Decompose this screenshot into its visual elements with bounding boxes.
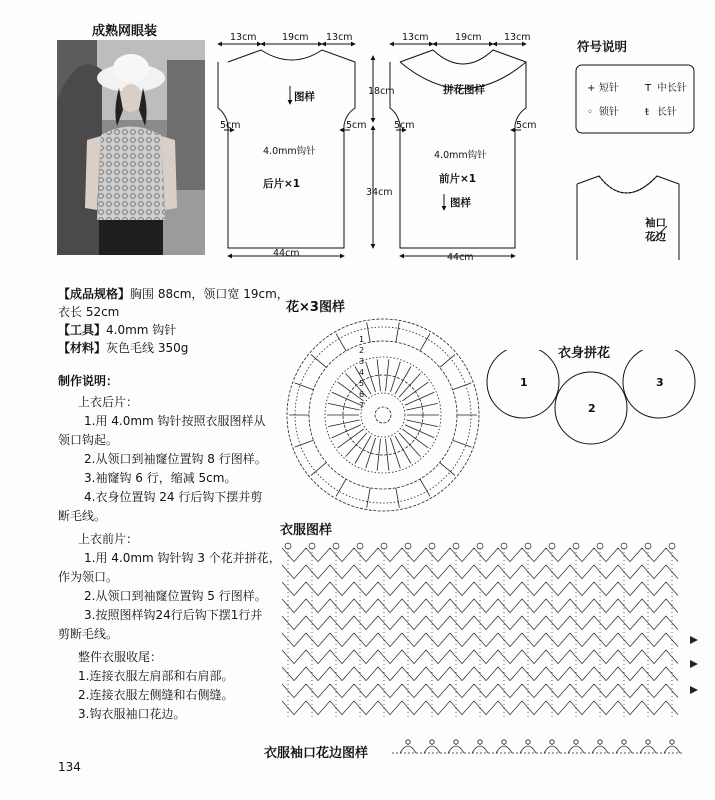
single-crochet-symbol: + [587,83,596,94]
front-step-1: 1.用 4.0mm 钩针钩 3 个花并拼花， [84,551,281,565]
legend-dc: 长针 [657,107,677,118]
material-label: 【材料】 [58,341,107,355]
edging-picot [454,740,458,744]
back-piece-label: 后片×1 [263,178,301,190]
back-armhole-left: 5cm [220,120,241,131]
panel-label-2: 2 [588,402,596,415]
front-hook: 4.0mm钩针 [434,150,487,161]
panel-label-3: 3 [656,376,664,389]
edging-picot [598,740,602,744]
flower-chart-title: 花×3图样 [286,300,345,315]
edging-chart-title: 衣服袖口花边图样 [264,746,369,761]
front-step-1-cont: 作为领口。 [58,570,119,584]
flower-stitch [405,425,434,438]
edging-scallop [520,746,536,753]
edging-scallop [544,746,560,753]
back-step-1: 1.用 4.0mm 钩针按照衣服图样从 [84,414,266,428]
body-row [282,548,678,562]
edging-picot [622,740,626,744]
panel-layout-title: 衣身拼花 [558,346,611,361]
half-double-symbol: T [645,83,652,94]
flower-stitch [406,403,437,410]
flower-stitch [420,334,430,351]
flower-row-label: 5 [359,379,365,388]
edging-picot [670,740,674,744]
back-step-4-cont: 断毛线。 [58,509,107,523]
instructions-heading: 制作说明： [58,374,119,388]
flower-row-label: 4 [359,368,365,377]
flower-stitch [332,392,361,405]
cuff-label-1: 袖口 [645,217,666,229]
edging-picot [430,740,434,744]
front-dim-right: 13cm [504,32,531,43]
flower-stitch [402,429,428,448]
back-dim-right: 13cm [326,32,353,43]
flower-motif-chart [283,315,483,515]
flower-stitch [328,420,359,427]
front-yoke-label: 拼花图样 [443,84,485,96]
edging-picot [502,740,506,744]
edging-scallop [496,746,512,753]
size-value-2: 衣长 52cm [58,305,120,319]
edging-scallop [400,746,416,753]
flower-stitch [402,382,428,401]
body-row [282,667,678,681]
back-pattern-label: 图样 [294,91,315,103]
front-armhole-left: 5cm [394,120,415,131]
front-piece-label: 前片×1 [439,173,477,185]
tool-value: 4.0mm 钩针 [106,323,177,337]
flower-row-label: 7 [359,401,365,410]
row-arrow-2 [690,660,698,668]
cuff-edging-chart [392,737,682,759]
edging-scallop [448,746,464,753]
flower-ring [287,319,479,511]
front-dim-left: 13cm [402,32,429,43]
flower-stitch [396,488,399,508]
back-dim-left: 13cm [230,32,257,43]
tool-label: 【工具】 [58,323,107,337]
chain-symbol: ◦ [587,107,593,118]
flower-stitch [338,429,364,448]
edging-picot [478,740,482,744]
flower-row-label: 3 [359,357,365,366]
body-row [282,684,678,698]
back-step-4: 4.衣身位置钩 24 行后钩下摆并剪 [84,490,263,504]
legend-sc: 短针 [599,83,619,94]
flower-stitch [346,433,367,457]
body-chart-title: 衣服图样 [280,523,333,538]
flower-stitch [453,440,472,447]
flower-stitch [328,403,359,410]
front-step-3-cont: 剪断毛线。 [58,627,119,641]
page-number: 134 [58,760,81,774]
back-step-3: 3.袖窿钩 6 行，缩减 5cm。 [84,471,237,485]
symbol-legend [575,35,700,150]
front-armhole-right: 5cm [516,120,537,131]
panel-layout [483,350,703,460]
flower-stitch [440,463,455,476]
body-stitch-chart [282,540,702,722]
flower-stitch [396,322,399,342]
page-title: 成熟网眼装 [92,24,158,39]
edging-scallop [472,746,488,753]
legend-ch: 锁针 [599,107,619,118]
cuff-label-2: 花边 [645,231,666,243]
flower-stitch [399,433,420,457]
legend-title: 符号说明 [577,39,628,54]
back-hook: 4.0mm钩针 [263,146,316,157]
front-pattern-label: 图样 [450,197,471,209]
edging-scallop [616,746,632,753]
flower-stitch [399,373,420,397]
edging-scallop [640,746,656,753]
front-dim-mid: 19cm [455,32,482,43]
back-step-2: 2.从领口到袖窿位置钩 8 行图样。 [84,452,267,466]
size-label: 【成品规格】 [58,287,131,301]
double-crochet-symbol: ŧ [645,107,649,118]
flower-stitch [336,334,346,351]
flower-stitch [295,383,314,390]
size-value: 胸围 88cm，领口宽 19cm， [130,287,289,301]
edging-picot [574,740,578,744]
edging-picot [646,740,650,744]
model-photo [57,40,205,255]
specifications [58,285,293,357]
flower-ring [361,393,405,437]
back-armhole-right: 5cm [346,120,367,131]
edging-picot [550,740,554,744]
back-width: 44cm [273,248,300,259]
flower-row-label: 1 [359,335,365,344]
edging-scallop [592,746,608,753]
flower-stitch [336,479,346,496]
front-heading: 上衣前片： [78,532,139,546]
front-step-3: 3.按照图样钩24行后钩下摆1行并 [84,608,263,622]
finish-step-1: 1.连接衣服左肩部和右肩部。 [78,669,234,683]
flower-stitch [405,392,434,405]
instructions [58,372,288,724]
finish-heading: 整件衣服收尾： [78,650,163,664]
edging-picot [406,740,410,744]
cuff-sketch [575,170,690,260]
flower-stitch [367,322,370,342]
front-step-2: 2.从领口到袖窿位置钩 5 行图样。 [84,589,267,603]
front-width: 44cm [447,252,474,263]
body-row [282,616,678,630]
row-arrow-1 [690,636,698,644]
material-value: 灰色毛线 350g [106,341,189,355]
body-row [282,599,678,613]
edging-scallop [568,746,584,753]
edging-scallop [664,746,680,753]
back-dim-mid: 19cm [282,32,309,43]
finish-step-3: 3.钩衣服袖口花边。 [78,707,186,721]
finish-step-2: 2.连接衣服左侧缝和右侧缝。 [78,688,234,702]
side-height: 18cm [368,86,395,97]
flower-stitch [453,383,472,390]
legend-hdc: 中长针 [657,83,687,94]
edging-picot [526,740,530,744]
flower-stitch [295,440,314,447]
flower-row-label: 6 [359,390,365,399]
flower-ring [375,407,391,423]
panel-label-1: 1 [520,376,528,389]
flower-stitch [406,420,437,427]
flower-stitch [367,488,370,508]
garment-schematic [210,30,555,265]
flower-row-label: 2 [359,346,365,355]
flower-ring [295,327,471,503]
flower-stitch [332,425,361,438]
row-arrow-3 [690,686,698,694]
edging-scallop [424,746,440,753]
body-length: 34cm [366,187,393,198]
back-step-1-cont: 领口钩起。 [58,433,119,447]
back-heading: 上衣后片： [78,395,139,409]
